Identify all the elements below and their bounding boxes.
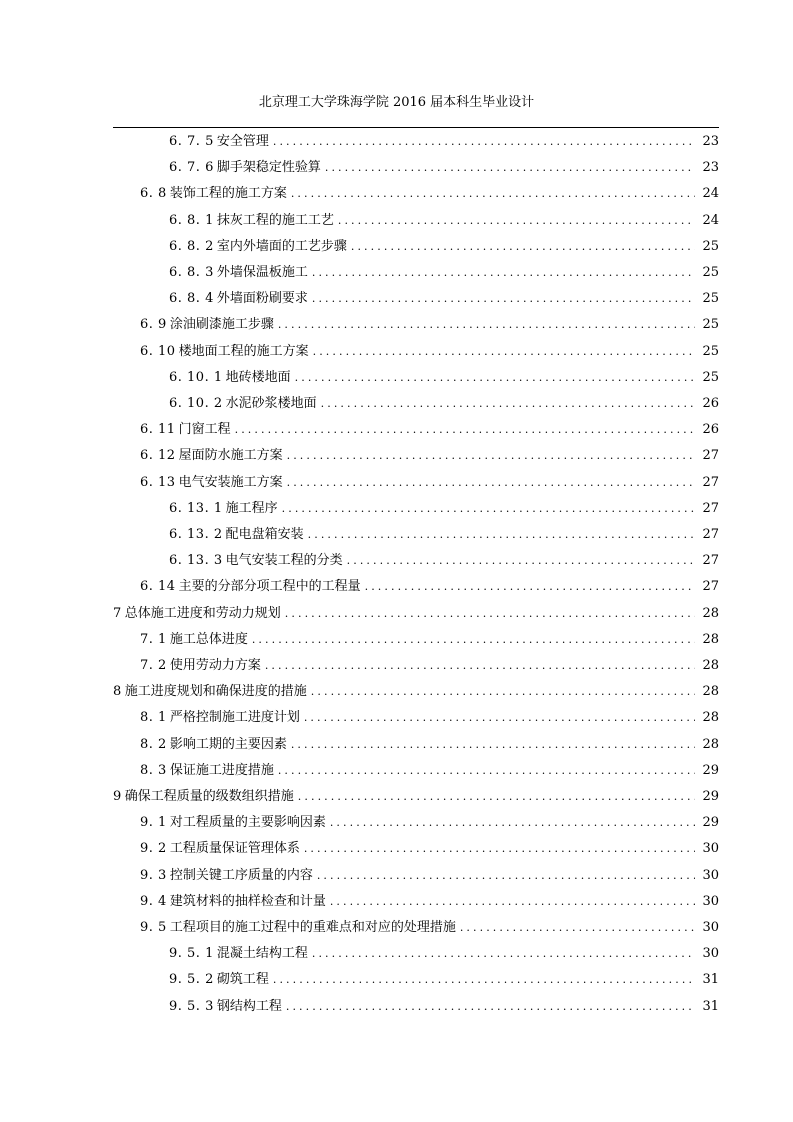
- toc-dot-leader: [311, 684, 695, 700]
- toc-entry-number: 8. 3: [140, 762, 167, 778]
- toc-entry-title: 脚手架稳定性验算: [216, 160, 321, 176]
- toc-entry-page-number: 25: [702, 369, 719, 385]
- toc-dot-leader: [273, 134, 695, 150]
- toc-entry-title: 工程项目的施工过程中的重难点和对应的处理措施: [169, 920, 456, 935]
- toc-entry[interactable]: [169, 498, 719, 520]
- toc-entry-number: 6. 14: [140, 579, 176, 595]
- toc-dot-leader: [287, 448, 695, 464]
- toc-entry-number: 9. 5. 1: [169, 946, 214, 962]
- toc-entry-page-number: 27: [702, 579, 719, 595]
- toc-entry-title: 混凝土结构工程: [216, 946, 308, 962]
- toc-entry-title: 严格控制施工进度计划: [169, 710, 300, 726]
- toc-entry-page-number: 24: [702, 212, 719, 228]
- toc-entry-number: 6. 11: [140, 422, 176, 438]
- toc-entry[interactable]: [140, 865, 719, 887]
- toc-entry-title: 室内外墙面的工艺步骤: [216, 238, 347, 254]
- toc-dot-leader: [313, 344, 695, 360]
- toc-dot-leader: [351, 239, 695, 255]
- toc-entry-number: 6. 13. 2: [169, 527, 223, 542]
- toc-entry-number: 9. 3: [140, 867, 167, 883]
- toc-entry[interactable]: [140, 917, 719, 939]
- toc-entry-number: 9. 4: [140, 893, 167, 909]
- toc-entry-page-number: 30: [702, 920, 719, 935]
- toc-dot-leader: [330, 815, 695, 831]
- toc-entry-number: 6. 9: [140, 317, 167, 333]
- toc-entry-title: 施工进度规划和确保进度的措施: [124, 684, 307, 700]
- toc-entry[interactable]: [113, 681, 719, 703]
- toc-entry-number: 6. 7. 5: [169, 134, 214, 149]
- toc-entry-page-number: 27: [702, 553, 719, 569]
- toc-dot-leader: [252, 632, 695, 648]
- toc-entry-number: 7: [113, 605, 122, 621]
- toc-entry-number: 6. 8. 2: [169, 238, 214, 254]
- toc-entry-number: 9. 5. 3: [169, 998, 214, 1014]
- toc-dot-leader: [265, 658, 695, 674]
- toc-dot-leader: [365, 579, 695, 595]
- toc-dot-leader: [330, 894, 695, 910]
- toc-entry-number: 6. 8: [140, 186, 167, 202]
- toc-entry-title: 门窗工程: [178, 422, 231, 438]
- toc-entry-number: 9. 5: [140, 920, 167, 935]
- toc-entry-title: 使用劳动力方案: [169, 658, 261, 673]
- toc-entry-title: 确保工程质量的级数组织措施: [124, 789, 294, 804]
- toc-entry-number: 9. 1: [140, 815, 167, 831]
- toc-entry-title: 主要的分部分项工程中的工程量: [178, 579, 361, 595]
- toc-entry[interactable]: [169, 210, 719, 232]
- toc-entry[interactable]: [169, 131, 719, 153]
- toc-dot-leader: [286, 999, 695, 1015]
- toc-entry-title: 楼地面工程的施工方案: [178, 343, 309, 359]
- toc-entry-number: 9. 2: [140, 841, 167, 857]
- toc-entry-page-number: 28: [702, 684, 719, 700]
- toc-dot-leader: [287, 475, 695, 491]
- toc-entry-title: 涂油刷漆施工步骤: [169, 317, 274, 333]
- toc-entry-page-number: 24: [702, 186, 719, 202]
- toc-entry-number: 6. 10. 1: [169, 369, 223, 385]
- toc-entry-page-number: 31: [702, 972, 719, 988]
- toc-entry-title: 影响工期的主要因素: [169, 736, 287, 752]
- toc-entry-number: 6. 8. 1: [169, 212, 214, 228]
- toc-entry-page-number: 29: [702, 789, 719, 804]
- toc-entry[interactable]: [169, 367, 719, 389]
- toc-entry-title: 控制关键工序质量的内容: [169, 867, 313, 883]
- toc-entry[interactable]: [169, 969, 719, 991]
- toc-dot-leader: [308, 527, 695, 543]
- toc-entry-number: 6. 13. 1: [169, 500, 223, 516]
- toc-entry-number: 8: [113, 684, 122, 700]
- toc-entry[interactable]: [140, 707, 719, 729]
- toc-entry-page-number: 28: [702, 658, 719, 673]
- toc-entry[interactable]: [140, 576, 719, 598]
- toc-entry-number: 6. 12: [140, 448, 176, 464]
- toc-dot-leader: [312, 946, 695, 962]
- toc-entry[interactable]: [169, 550, 719, 572]
- toc-entry-page-number: 25: [702, 291, 719, 307]
- toc-entry-title: 电气安装工程的分类: [225, 553, 343, 569]
- toc-dot-leader: [460, 920, 695, 936]
- toc-entry-number: 7. 2: [140, 658, 167, 673]
- toc-entry-title: 地砖楼地面: [225, 369, 291, 385]
- toc-entry-number: 8. 2: [140, 736, 167, 752]
- toc-entry-page-number: 30: [702, 893, 719, 909]
- toc-entry-number: 6. 10: [140, 343, 176, 359]
- toc-entry-title: 砌筑工程: [216, 972, 269, 988]
- toc-entry[interactable]: [140, 891, 719, 913]
- toc-entry[interactable]: [169, 943, 719, 965]
- toc-entry-number: 9: [113, 789, 122, 804]
- toc-entry-number: 6. 8. 4: [169, 291, 214, 307]
- toc-entry-page-number: 28: [702, 736, 719, 752]
- toc-entry-title: 对工程质量的主要影响因素: [169, 815, 326, 831]
- toc-entry[interactable]: [140, 838, 719, 860]
- toc-entry-page-number: 30: [702, 867, 719, 883]
- toc-entry-page-number: 30: [702, 841, 719, 857]
- toc-dot-leader: [304, 841, 695, 857]
- toc-entry-page-number: 27: [702, 527, 719, 542]
- toc-entry-number: 6. 13: [140, 474, 176, 490]
- toc-entry-page-number: 27: [702, 500, 719, 516]
- toc-entry-title: 施工程序: [225, 500, 278, 516]
- toc-entry[interactable]: [113, 603, 719, 625]
- header-divider: [113, 127, 719, 128]
- toc-entry-title: 装饰工程的施工方案: [169, 186, 287, 202]
- toc-entry-title: 保证施工进度措施: [169, 762, 274, 778]
- toc-dot-leader: [317, 868, 695, 884]
- toc-entry[interactable]: [140, 419, 719, 441]
- toc-entry-page-number: 29: [702, 762, 719, 778]
- toc-entry-page-number: 23: [702, 160, 719, 176]
- toc-entry-page-number: 30: [702, 946, 719, 962]
- toc-entry-title: 总体施工进度和劳动力规划: [124, 605, 281, 621]
- toc-entry-page-number: 28: [702, 710, 719, 726]
- toc-entry[interactable]: [169, 262, 719, 284]
- toc-entry-number: 6. 10. 2: [169, 396, 223, 411]
- toc-dot-leader: [235, 422, 695, 438]
- toc-entry-number: 6. 7. 6: [169, 160, 214, 176]
- toc-entry-title: 水泥砂浆楼地面: [225, 396, 317, 411]
- toc-entry-number: 8. 1: [140, 710, 167, 726]
- toc-entry-page-number: 26: [702, 396, 719, 411]
- toc-entry[interactable]: [140, 472, 719, 494]
- toc-entry-page-number: 25: [702, 265, 719, 280]
- toc-dot-leader: [338, 213, 695, 229]
- toc-dot-leader: [278, 317, 695, 333]
- toc-entry[interactable]: [169, 157, 719, 179]
- toc-entry-page-number: 26: [702, 422, 719, 438]
- toc-entry[interactable]: [169, 393, 719, 415]
- page-header-title: 北京理工大学珠海学院 2016 届本科生毕业设计: [258, 95, 535, 110]
- toc-entry-page-number: 28: [702, 605, 719, 621]
- toc-dot-leader: [273, 972, 695, 988]
- toc-dot-leader: [325, 160, 695, 176]
- toc-entry-page-number: 27: [702, 474, 719, 490]
- toc-dot-leader: [321, 396, 695, 412]
- toc-entry[interactable]: [169, 524, 719, 546]
- toc-dot-leader: [291, 737, 695, 753]
- toc-entry[interactable]: [140, 341, 719, 363]
- toc-entry[interactable]: [169, 236, 719, 258]
- toc-dot-leader: [291, 186, 695, 202]
- toc-dot-leader: [282, 501, 695, 517]
- toc-dot-leader: [298, 789, 695, 805]
- toc-dot-leader: [278, 763, 695, 779]
- toc-entry-page-number: 29: [702, 815, 719, 831]
- toc-entry-title: 屋面防水施工方案: [178, 448, 283, 464]
- toc-entry[interactable]: [140, 655, 719, 677]
- toc-entry-page-number: 28: [702, 631, 719, 647]
- toc-entry-title: 工程质量保证管理体系: [169, 841, 300, 857]
- toc-entry-title: 安全管理: [216, 134, 269, 149]
- toc-entry-page-number: 25: [702, 238, 719, 254]
- toc-dot-leader: [347, 553, 695, 569]
- toc-entry-title: 钢结构工程: [216, 998, 282, 1014]
- toc-entry-title: 抹灰工程的施工工艺: [216, 212, 334, 228]
- toc-entry-page-number: 25: [702, 317, 719, 333]
- toc-entry-title: 配电盘箱安装: [225, 527, 304, 542]
- toc-entry-page-number: 31: [702, 998, 719, 1014]
- toc-entry[interactable]: [140, 183, 719, 205]
- toc-entry-number: 9. 5. 2: [169, 972, 214, 988]
- toc-entry-page-number: 27: [702, 448, 719, 464]
- toc-entry-number: 6. 8. 3: [169, 265, 214, 280]
- toc-entry[interactable]: [140, 629, 719, 651]
- toc-entry-title: 建筑材料的抽样检查和计量: [169, 893, 326, 909]
- toc-entry[interactable]: [113, 786, 719, 808]
- toc-dot-leader: [304, 710, 695, 726]
- toc-entry[interactable]: [140, 760, 719, 782]
- toc-entry-page-number: 23: [702, 134, 719, 149]
- toc-entry-number: 7. 1: [140, 631, 167, 647]
- toc-entry-title: 外墙保温板施工: [216, 265, 308, 280]
- toc-entry[interactable]: [140, 734, 719, 756]
- toc-entry[interactable]: [140, 812, 719, 834]
- toc-dot-leader: [312, 291, 695, 307]
- toc-entry[interactable]: [140, 445, 719, 467]
- toc-dot-leader: [312, 265, 695, 281]
- toc-entry[interactable]: [140, 314, 719, 336]
- toc-entry[interactable]: [169, 996, 719, 1018]
- toc-dot-leader: [285, 606, 695, 622]
- toc-entry-page-number: 25: [702, 343, 719, 359]
- toc-entry-title: 外墙面粉刷要求: [216, 291, 308, 307]
- toc-dot-leader: [295, 370, 695, 386]
- toc-entry[interactable]: [169, 288, 719, 310]
- toc-entry-number: 6. 13. 3: [169, 553, 223, 569]
- toc-entry-title: 电气安装施工方案: [178, 474, 283, 490]
- toc-entry-title: 施工总体进度: [169, 631, 248, 647]
